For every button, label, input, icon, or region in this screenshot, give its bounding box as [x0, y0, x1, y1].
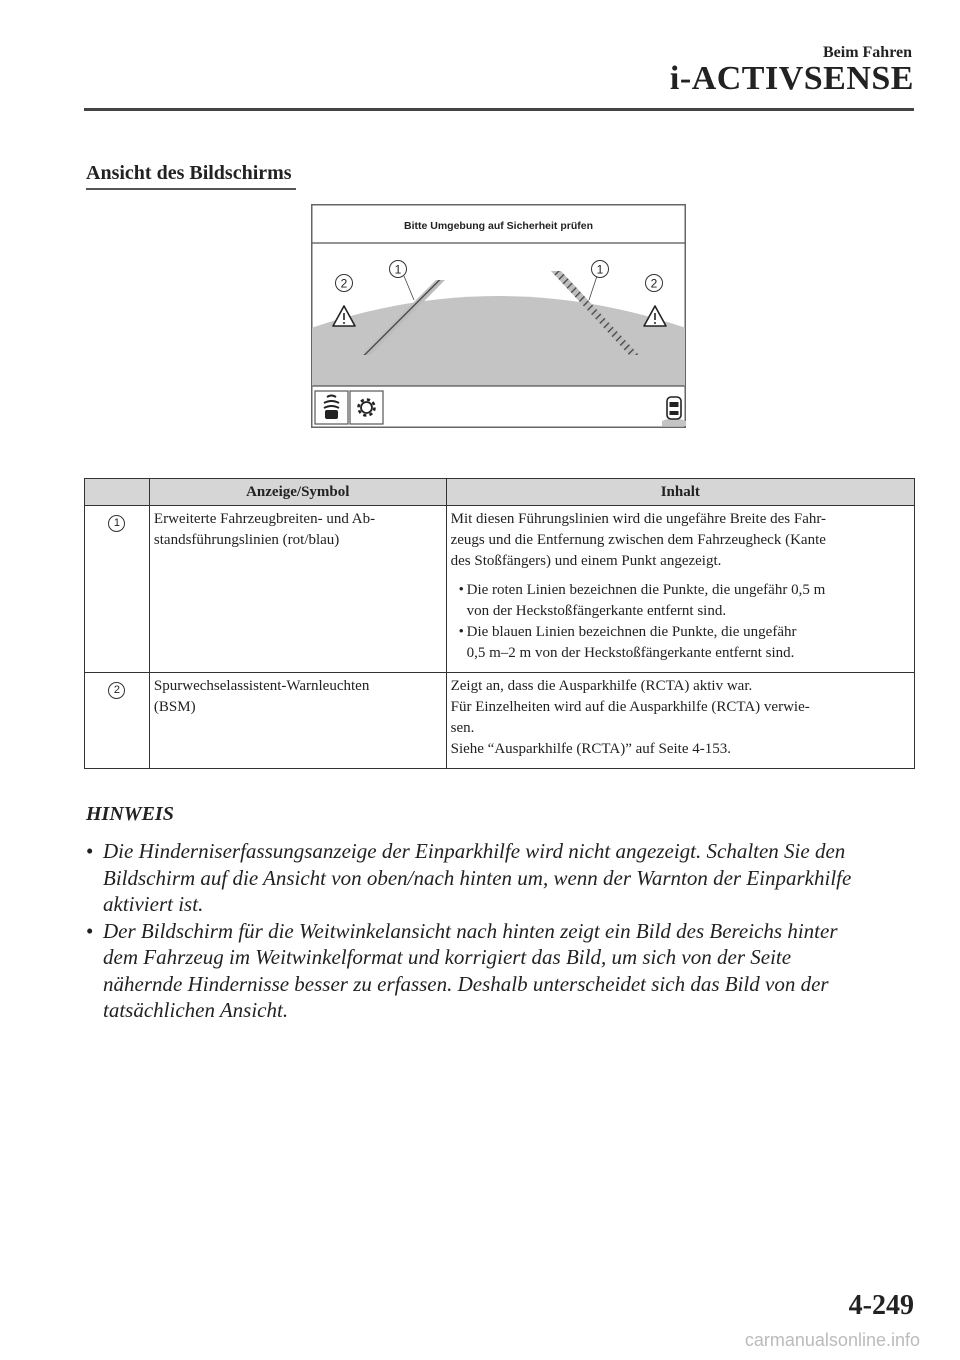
list-item: • Die blauen Linien bezeichnen die Punkte, die ungefähr: [458, 624, 797, 640]
watermark: carmanualsonline.info: [744, 1330, 920, 1350]
bullet-list: • Die roten Linien bezeichnen die Punkte, die ungefähr 0,5 m von der Heckstoßfängerkante entfernt sind. • Die blauen Linien bezeichnen die Punkte, die ungefähr 0,5 m–2 m von der Heckstoßfängerkante entfernt sind.: [451, 580, 910, 664]
callout-1-right: [592, 261, 609, 278]
symbol-cell: Spurwechselassistent-Warnleuchten (BSM): [149, 673, 446, 769]
row-number-cell: [85, 673, 150, 769]
content-cell: Mit diesen Führungslinien wird die ungefähre Breite des Fahr- zeugs und die Entfernung zwischen dem Fahrzeugheck (Kante des Stoßfängers) und einem Punkt angezeigt. • Die roten Linien bezeichnen die Punkte, die ungefähr 0,5 m von der Heckstoßfängerkante entfernt sind. • Die blauen Linien bezeichnen die Punkte, die ungefähr 0,5 m–2 m von der Heckstoßfängerkante entfernt sind.: [446, 506, 914, 673]
camera-screen-illustration: [311, 204, 686, 428]
callout-2-right: [646, 275, 663, 292]
table-header-symbol: Anzeige/Symbol: [149, 479, 446, 506]
chapter-label: Beim Fahren: [822, 44, 912, 61]
svg-text:1: 1: [596, 262, 604, 277]
table-row: [85, 673, 915, 769]
row-number-badge: 1: [108, 515, 125, 532]
svg-text:1: 1: [394, 262, 402, 277]
svg-text:2: 2: [650, 276, 658, 291]
page-number: 4-249: [848, 1290, 914, 1321]
screen-banner-text: Bitte Umgebung auf Sicherheit prüfen: [403, 220, 594, 232]
symbol-table: [84, 478, 915, 769]
section-title: Ansicht des Bildschirms: [86, 162, 296, 190]
list-item: • Der Bildschirm für die Weitwinkelansicht nach hinten zeigt ein Bild des Bereichs hinter: [86, 918, 838, 943]
list-item: • Die Hinderniserfassungsanzeige der Einparkhilfe wird nicht angezeigt. Schalten Sie den: [86, 839, 846, 863]
chapter-title: i-ACTIVSENSE: [669, 60, 914, 97]
row-number-badge: 2: [108, 682, 125, 699]
table-header-row: [85, 479, 915, 506]
svg-text:2: 2: [340, 276, 348, 291]
table-header-number: [85, 479, 150, 506]
row-number-cell: [85, 506, 150, 673]
list-item: • Die roten Linien bezeichnen die Punkte, die ungefähr 0,5 m: [458, 582, 826, 598]
callout-2-left: [336, 275, 353, 292]
note-list: • Die Hinderniserfassungsanzeige der Einparkhilfe wird nicht angezeigt. Schalten Sie den Bildschirm auf die Ansicht von oben/nach hinten um, wenn der Warnton der Einparkhilfe aktiviert ist. • Der Bildschirm für die Weitwinkelansicht nach hinten zeigt ein Bild des Bereichs hinter dem Fahrzeug im Weitwinkelformat und korrigiert das Bild, um sich von der Seite nähernde Hindernisse besser zu erfassen. Deshalb unterscheidet sich das Bild von der tatsächlichen Ansicht.: [86, 838, 906, 1024]
note-title: HINWEIS: [86, 803, 174, 825]
header-divider: [84, 108, 914, 111]
table-row: [85, 506, 915, 673]
settings-button[interactable]: [350, 391, 383, 424]
content-cell: Zeigt an, dass die Ausparkhilfe (RCTA) aktiv war. Für Einzelheiten wird auf die Ausparkhilfe (RCTA) verwie- sen. Siehe “Ausparkhilfe (RCTA)” auf Seite 4-153.: [446, 673, 914, 769]
table-header-content: Inhalt: [446, 479, 914, 506]
callout-1-left: [390, 261, 407, 278]
symbol-cell: Erweiterte Fahrzeugbreiten- und Ab- standsführungslinien (rot/blau): [149, 506, 446, 673]
parking-sensor-button[interactable]: [315, 391, 348, 424]
